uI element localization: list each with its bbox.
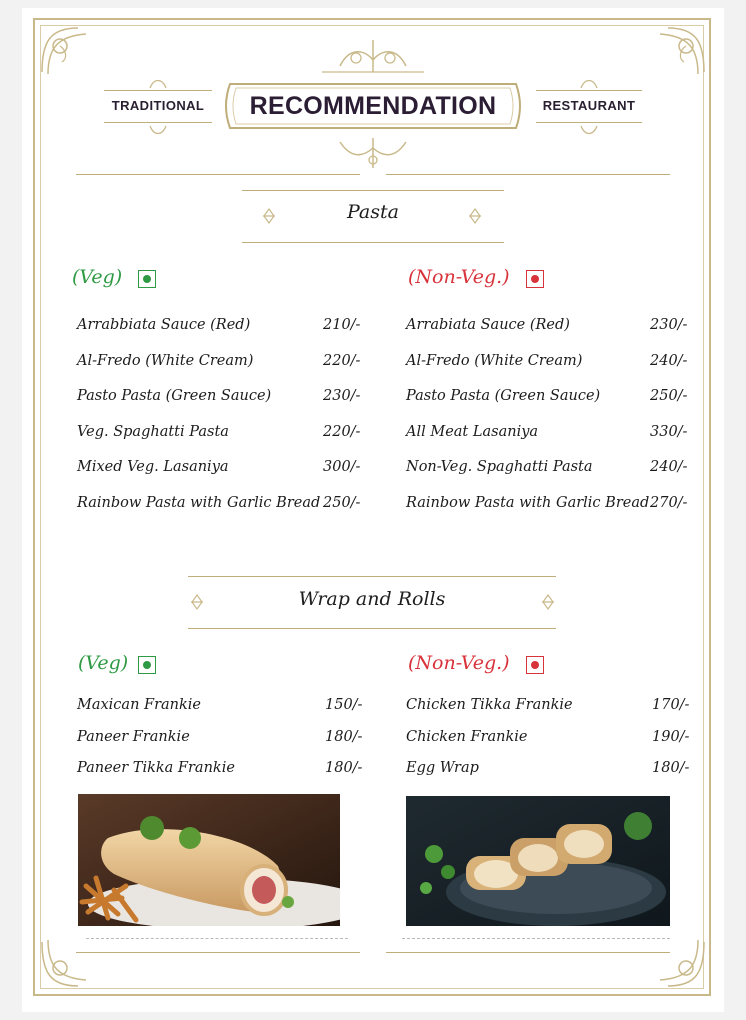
menu-item-name: Paneer Tikka Frankie	[77, 760, 235, 776]
veg-indicator-icon	[138, 656, 156, 674]
section-rule	[242, 242, 504, 243]
diamond-flourish-icon	[468, 208, 482, 224]
menu-item-price: 250/-	[323, 494, 361, 511]
veg-category-label: (Veg)	[78, 652, 129, 674]
corner-flourish-icon	[648, 932, 708, 992]
traditional-label: TRADITIONAL	[111, 98, 205, 113]
nonveg-indicator-icon	[526, 270, 544, 288]
divider	[536, 90, 642, 91]
section-title-pasta: Pasta	[347, 201, 399, 223]
nonveg-roll-photo-icon	[406, 796, 670, 926]
header-divider	[386, 174, 670, 175]
menu-item-price: 300/-	[323, 459, 361, 475]
menu-item-name: All Meat Lasaniya	[406, 423, 539, 440]
menu-item-name: Chicken Tikka Frankie	[406, 697, 573, 713]
flourish-icon	[148, 124, 168, 136]
menu-item-price: 250/-	[650, 388, 688, 404]
menu-item-name: Arrabbiata Sauce (Red)	[77, 317, 251, 333]
section-rule	[242, 190, 504, 191]
menu-item-name: Mixed Veg. Lasaniya	[77, 459, 229, 475]
header-ornament-bottom-icon	[330, 136, 416, 172]
veg-wrap-photo-icon	[78, 794, 340, 926]
menu-item-price: 180/-	[325, 760, 363, 776]
flourish-icon	[579, 78, 599, 90]
header-ornament-top-icon	[320, 36, 426, 76]
menu-item-name: Non-Veg. Spaghatti Pasta	[406, 459, 593, 475]
corner-flourish-icon	[38, 22, 98, 82]
menu-item-price: 270/-	[650, 494, 688, 511]
menu-item-price: 180/-	[652, 760, 690, 776]
flourish-icon	[579, 124, 599, 136]
menu-item-name: Egg Wrap	[406, 760, 479, 776]
menu-item-price: 240/-	[650, 459, 688, 475]
section-rule	[188, 628, 556, 629]
diamond-flourish-icon	[541, 594, 555, 610]
divider	[104, 122, 212, 123]
veg-category-label: (Veg)	[72, 266, 123, 288]
menu-item-name: Pasto Pasta (Green Sauce)	[77, 388, 272, 404]
page-title: RECOMMENDATION	[249, 92, 497, 120]
diamond-flourish-icon	[262, 208, 276, 224]
corner-flourish-icon	[648, 22, 708, 82]
menu-item-price: 150/-	[325, 697, 363, 713]
nonveg-category-label: (Non-Veg.)	[408, 652, 510, 674]
menu-item-price: 240/-	[650, 352, 688, 369]
section-rule	[188, 576, 556, 577]
footer-divider	[386, 952, 670, 953]
menu-item-price: 170/-	[652, 697, 690, 713]
dashed-divider	[86, 938, 348, 939]
header-divider	[76, 174, 360, 175]
veg-indicator-icon	[138, 270, 156, 288]
menu-item-price: 330/-	[650, 423, 688, 440]
corner-flourish-icon	[38, 932, 98, 992]
diamond-flourish-icon	[190, 594, 204, 610]
menu-item-price: 230/-	[323, 388, 361, 404]
menu-item-name: Maxican Frankie	[77, 697, 202, 713]
section-title-wrap-rolls: Wrap and Rolls	[298, 588, 446, 610]
menu-item-name: Paneer Frankie	[77, 728, 190, 745]
menu-item-name: Rainbow Pasta with Garlic Bread	[77, 494, 321, 511]
menu-item-price: 210/-	[323, 317, 361, 333]
restaurant-label: RESTAURANT	[542, 98, 636, 113]
menu-item-price: 230/-	[650, 317, 688, 333]
menu-item-price: 220/-	[323, 423, 361, 440]
nonveg-indicator-icon	[526, 656, 544, 674]
menu-item-price: 180/-	[325, 728, 363, 745]
menu-item-name: Al-Fredo (White Cream)	[77, 352, 254, 369]
menu-item-name: Pasto Pasta (Green Sauce)	[406, 388, 601, 404]
flourish-icon	[148, 78, 168, 90]
divider	[536, 122, 642, 123]
menu-item-name: Chicken Frankie	[406, 728, 528, 745]
menu-item-name: Rainbow Pasta with Garlic Bread	[406, 494, 650, 511]
divider	[104, 90, 212, 91]
menu-item-name: Veg. Spaghatti Pasta	[77, 423, 229, 440]
menu-item-name: Al-Fredo (White Cream)	[406, 352, 583, 369]
menu-item-price: 190/-	[652, 728, 690, 745]
footer-divider	[76, 952, 360, 953]
menu-item-name: Arrabiata Sauce (Red)	[406, 317, 570, 333]
menu-item-price: 220/-	[323, 352, 361, 369]
dashed-divider	[402, 938, 670, 939]
nonveg-category-label: (Non-Veg.)	[408, 266, 510, 288]
